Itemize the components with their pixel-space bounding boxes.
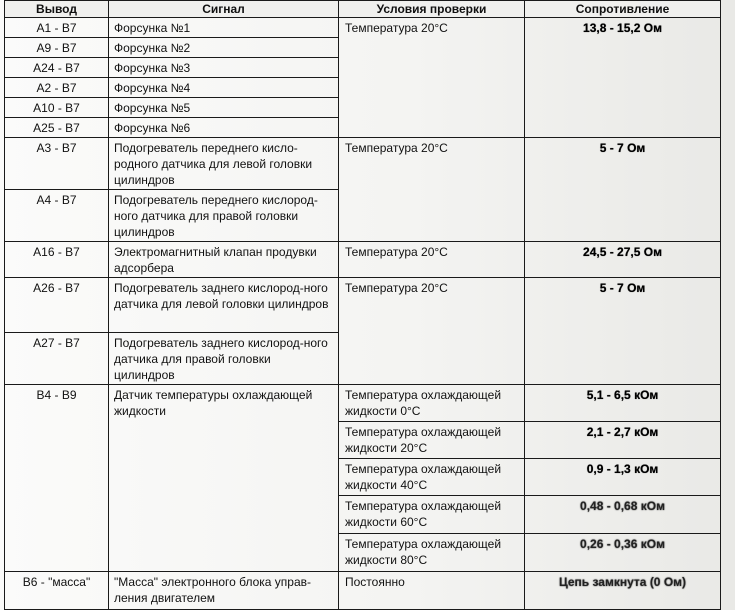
header-pin: Вывод <box>5 1 109 18</box>
signal-cell: Форсунка №3 <box>109 58 339 78</box>
pin-cell: A2 - B7 <box>5 78 109 98</box>
resistance-cell: Цепь замкнута (0 Ом) <box>525 572 721 610</box>
condition-cell: Температура охлаждающей жидкости 40°С <box>339 459 525 496</box>
condition-cell: Температура 20°С <box>339 138 525 242</box>
pin-cell: A27 - B7 <box>5 333 109 385</box>
signal-cell: Электромагнитный клапан продувки адсорбера <box>109 242 339 278</box>
signal-cell: Форсунка №4 <box>109 78 339 98</box>
resistance-cell: 5,1 - 6,5 кОм <box>525 385 721 422</box>
table-row <box>5 278 721 333</box>
resistance-cell: 13,8 - 15,2 Ом <box>525 18 721 138</box>
condition-cell: Температура охлаждающей жидкости 20°С <box>339 422 525 459</box>
pin-cell: A24 - B7 <box>5 58 109 78</box>
pin-cell: A9 - B7 <box>5 38 109 58</box>
table-row <box>5 572 721 610</box>
signal-cell: Датчик температуры охлаждающей жидкости <box>109 385 339 572</box>
signal-cell: Форсунка №2 <box>109 38 339 58</box>
condition-cell: Постоянно <box>339 572 525 610</box>
pin-cell: A26 - B7 <box>5 278 109 333</box>
condition-cell: Температура охлаждающей жидкости 80°С <box>339 534 525 572</box>
table-row <box>5 18 721 38</box>
pin-cell: A4 - B7 <box>5 190 109 242</box>
signal-cell: Подогреватель заднего кислород-ного датчика для правой головки цилиндров <box>109 333 339 385</box>
pin-cell: B6 - "масса" <box>5 572 109 610</box>
pin-cell: A25 - B7 <box>5 118 109 138</box>
pin-cell: A3 - B7 <box>5 138 109 190</box>
resistance-cell: 0,48 - 0,68 кОм <box>525 496 721 534</box>
condition-cell: Температура 20°С <box>339 18 525 138</box>
table-row <box>5 385 721 422</box>
table-header-row <box>5 1 721 18</box>
resistance-cell: 0,26 - 0,36 кОм <box>525 534 721 572</box>
signal-cell: Подогреватель заднего кислород-ного датчика для левой головки цилиндров <box>109 278 339 333</box>
condition-cell: Температура 20°С <box>339 242 525 278</box>
header-resistance: Сопротивление <box>525 1 721 18</box>
resistance-cell: 24,5 - 27,5 Ом <box>525 242 721 278</box>
resistance-cell: 5 - 7 Ом <box>525 278 721 385</box>
table-row <box>5 138 721 190</box>
signal-cell: Подогреватель переднего кисло-родного датчика для левой головки цилиндров <box>109 138 339 190</box>
header-signal: Сигнал <box>109 1 339 18</box>
header-conditions: Условия проверки <box>339 1 525 18</box>
condition-cell: Температура охлаждающей жидкости 60°С <box>339 496 525 534</box>
signal-cell: Подогреватель переднего кислород-ного датчика для правой головки цилиндров <box>109 190 339 242</box>
pin-cell: A1 - B7 <box>5 18 109 38</box>
signal-cell: Форсунка №6 <box>109 118 339 138</box>
pin-resistance-table <box>4 0 721 610</box>
condition-cell: Температура охлаждающей жидкости 0°С <box>339 385 525 422</box>
pin-cell: A10 - B7 <box>5 98 109 118</box>
pin-cell: B4 - B9 <box>5 385 109 572</box>
signal-cell: Форсунка №5 <box>109 98 339 118</box>
pin-cell: A16 - B7 <box>5 242 109 278</box>
resistance-cell: 5 - 7 Ом <box>525 138 721 242</box>
condition-cell: Температура 20°С <box>339 278 525 385</box>
resistance-cell: 2,1 - 2,7 кОм <box>525 422 721 459</box>
table-row <box>5 242 721 278</box>
signal-cell: "Масса" электронного блока управ-ления двигателем <box>109 572 339 610</box>
resistance-cell: 0,9 - 1,3 кОм <box>525 459 721 496</box>
signal-cell: Форсунка №1 <box>109 18 339 38</box>
